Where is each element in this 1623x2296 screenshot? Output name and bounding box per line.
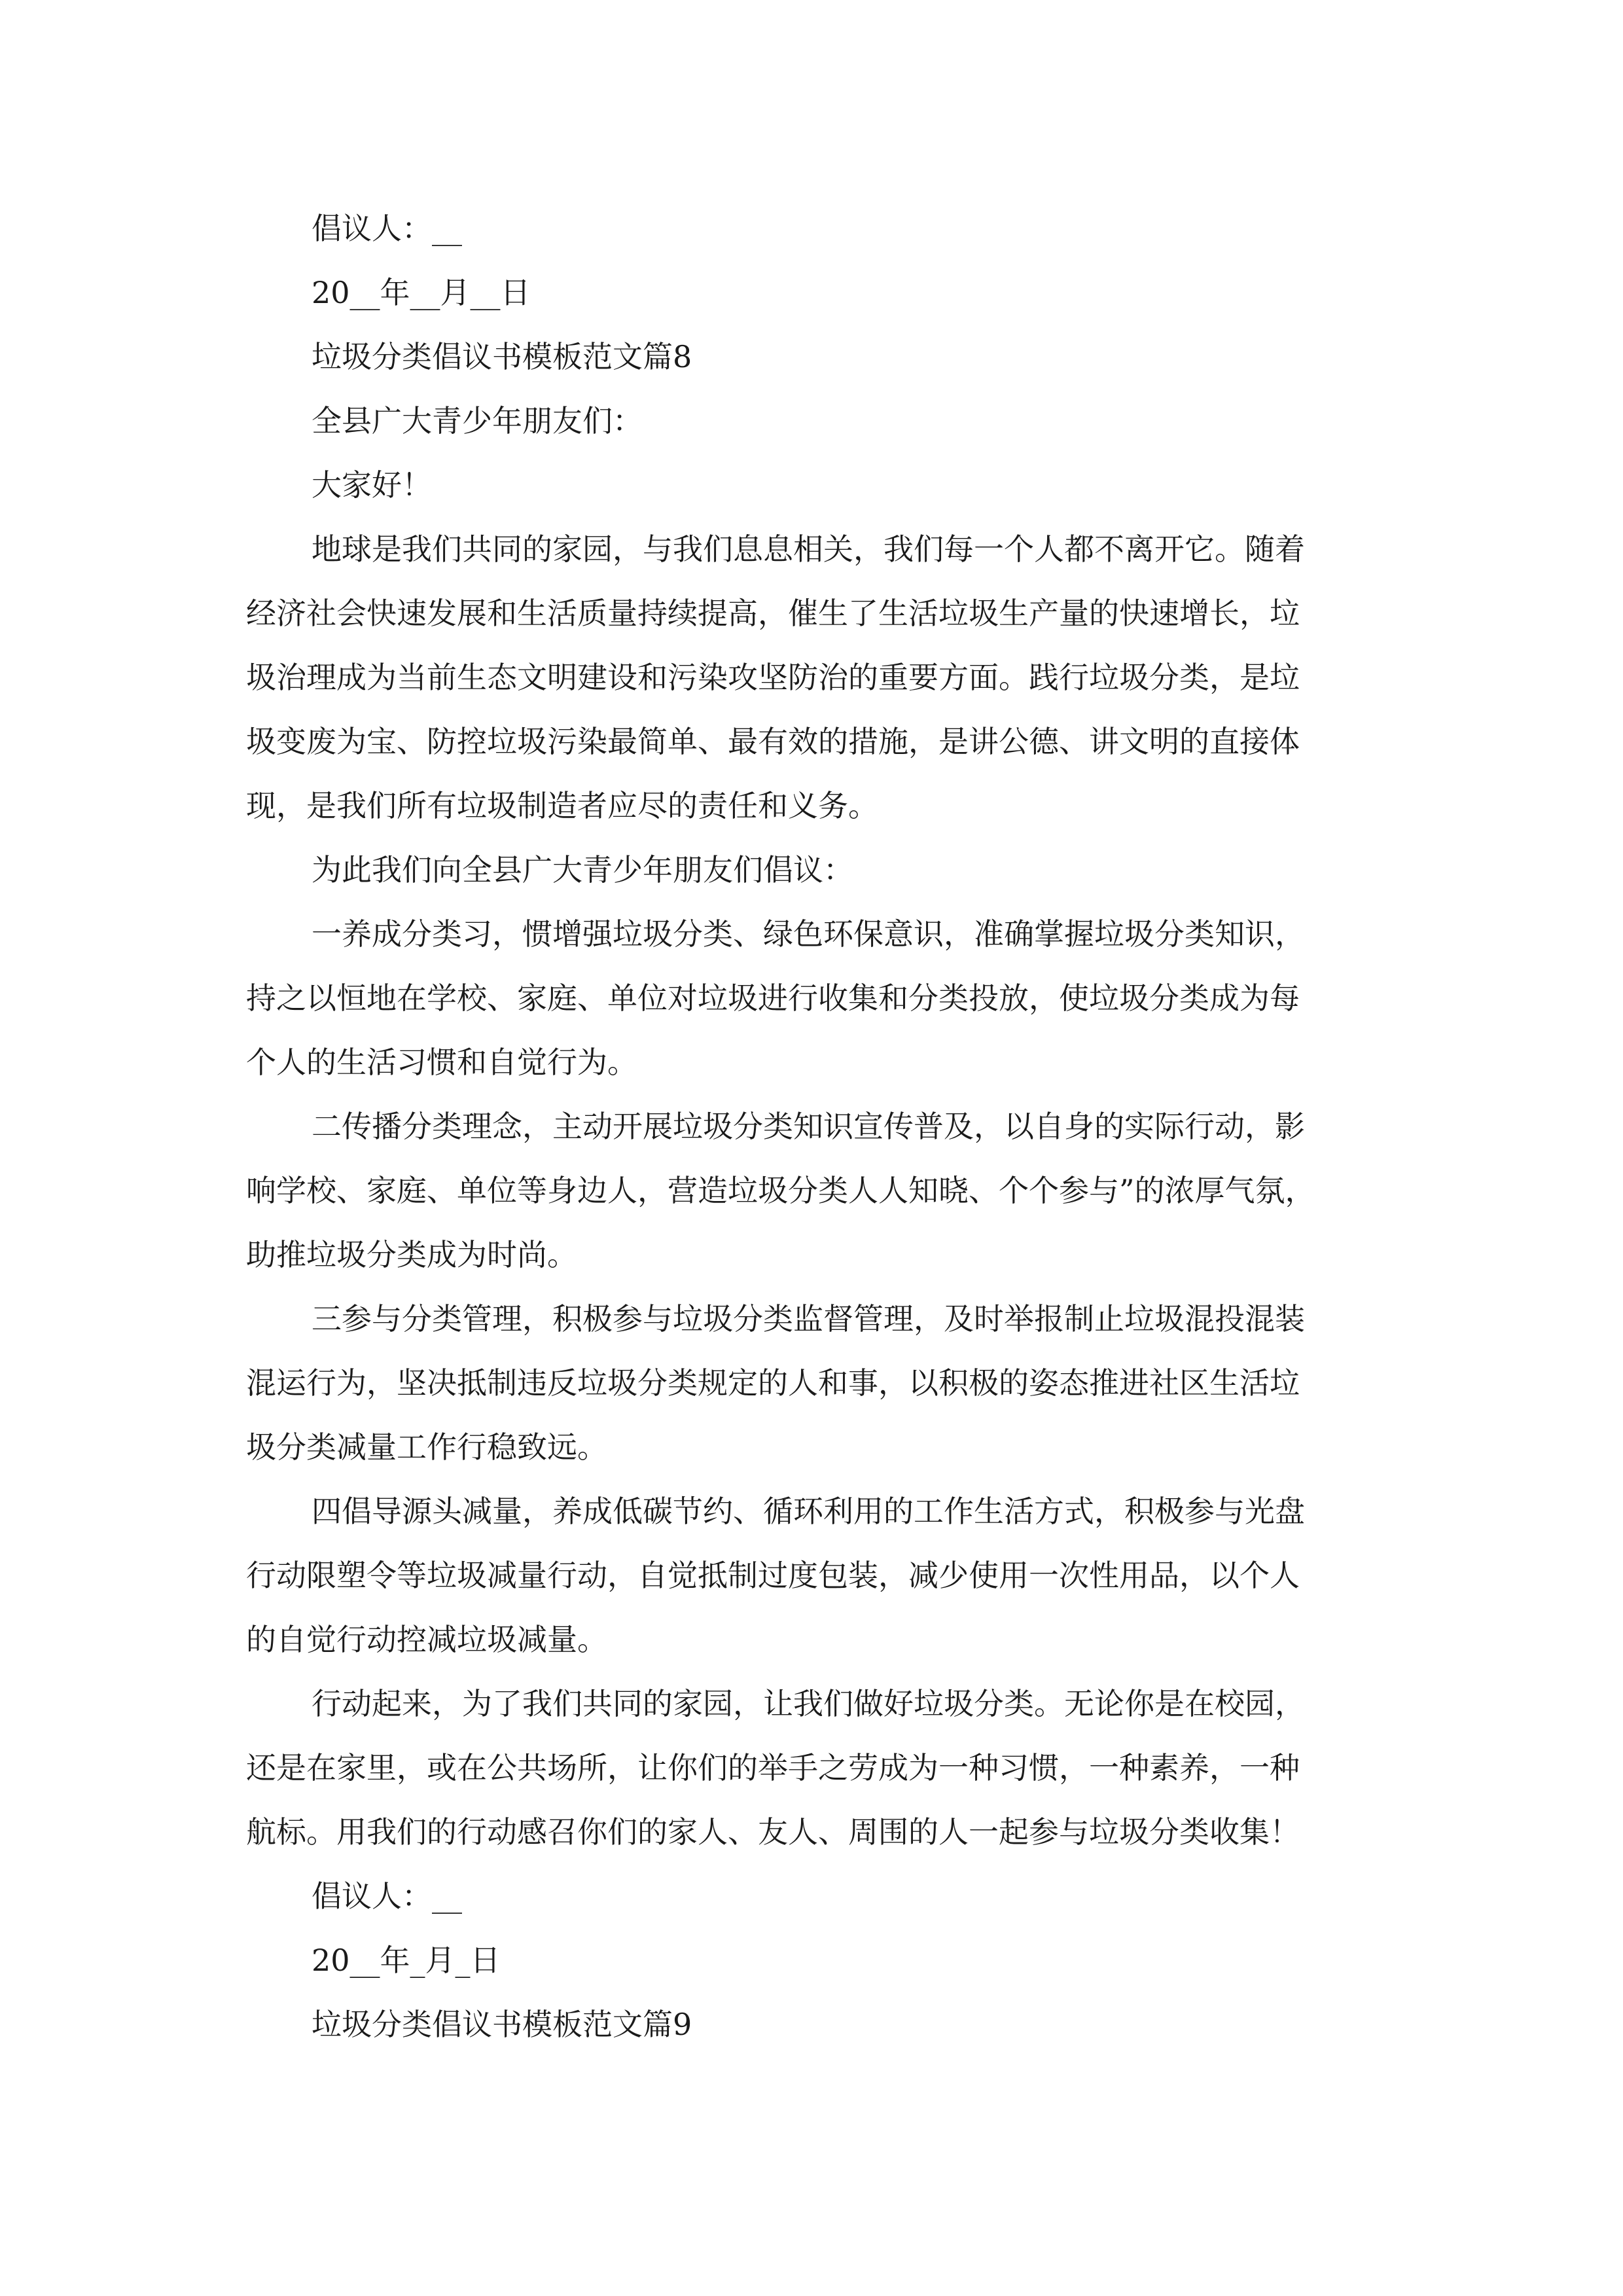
paragraph-4-line: 助推垃圾分类成为时尚。: [246, 1237, 577, 1272]
paragraph-1-line: 圾治理成为当前生态文明建设和污染攻坚防治的重要方面。践行垃圾分类，是垃: [246, 660, 1300, 695]
paragraph-2-line: 为此我们向全县广大青少年朋友们倡议：: [312, 852, 853, 888]
paragraph-5-line: 三参与分类管理，积极参与垃圾分类监督管理，及时举报制止垃圾混投混装: [312, 1301, 1305, 1336]
paragraph-1-line: 经济社会快速发展和生活质量持续提高，催生了生活垃圾生产量的快速增长，垃: [246, 596, 1300, 631]
paragraph-3-line: 一养成分类习，惯增强垃圾分类、绿色环保意识，准确掌握垃圾分类知识，: [312, 916, 1305, 952]
section-heading: 垃圾分类倡议书模板范文篇8: [312, 339, 692, 374]
paragraph-6-line: 行动限塑令等垃圾减量行动，自觉抵制过度包装，减少使用一次性用品，以个人: [246, 1558, 1300, 1593]
paragraph-1-line: 圾变废为宝、防控垃圾污染最简单、最有效的措施，是讲公德、讲文明的直接体: [246, 724, 1300, 759]
paragraph-5-line: 混运行为，坚决抵制违反垃圾分类规定的人和事，以积极的姿态推进社区生活垃: [246, 1365, 1300, 1401]
date-line: 20__年_月_日: [312, 1943, 501, 1978]
paragraph-7-line: 航标。用我们的行动感召你们的家人、友人、周围的人一起参与垃圾分类收集！: [246, 1814, 1300, 1850]
paragraph-1-line: 现，是我们所有垃圾制造者应尽的责任和义务。: [246, 788, 878, 823]
greeting: 大家好！: [312, 467, 432, 503]
salutation: 全县广大青少年朋友们：: [312, 403, 643, 439]
section-heading: 垃圾分类倡议书模板范文篇9: [312, 2007, 692, 2042]
signer-line: 倡议人：__: [312, 1878, 462, 1914]
paragraph-6-line: 四倡导源头减量，养成低碳节约、循环利用的工作生活方式，积极参与光盘: [312, 1494, 1305, 1529]
paragraph-4-line: 响学校、家庭、单位等身边人，营造垃圾分类人人知晓、个个参与”的浓厚气氛，: [246, 1173, 1315, 1208]
paragraph-5-line: 圾分类减量工作行稳致远。: [246, 1429, 607, 1465]
paragraph-1-line: 地球是我们共同的家园，与我们息息相关，我们每一个人都不离开它。随着: [312, 531, 1305, 567]
paragraph-4-line: 二传播分类理念，主动开展垃圾分类知识宣传普及，以自身的实际行动，影: [312, 1109, 1305, 1144]
document-body: [246, 196, 1398, 2056]
date-line: 20__年__月__日: [312, 275, 531, 310]
paragraph-3-line: 持之以恒地在学校、家庭、单位对垃圾进行收集和分类投放，使垃圾分类成为每: [246, 980, 1300, 1016]
paragraph-7-line: 还是在家里，或在公共场所，让你们的举手之劳成为一种习惯，一种素养，一种: [246, 1750, 1300, 1785]
paragraph-3-line: 个人的生活习惯和自觉行为。: [246, 1045, 637, 1080]
paragraph-6-line: 的自觉行动控减垃圾减量。: [246, 1622, 607, 1657]
paragraph-7-line: 行动起来，为了我们共同的家园，让我们做好垃圾分类。无论你是在校园，: [312, 1686, 1305, 1721]
signer-line: 倡议人：__: [312, 211, 462, 246]
